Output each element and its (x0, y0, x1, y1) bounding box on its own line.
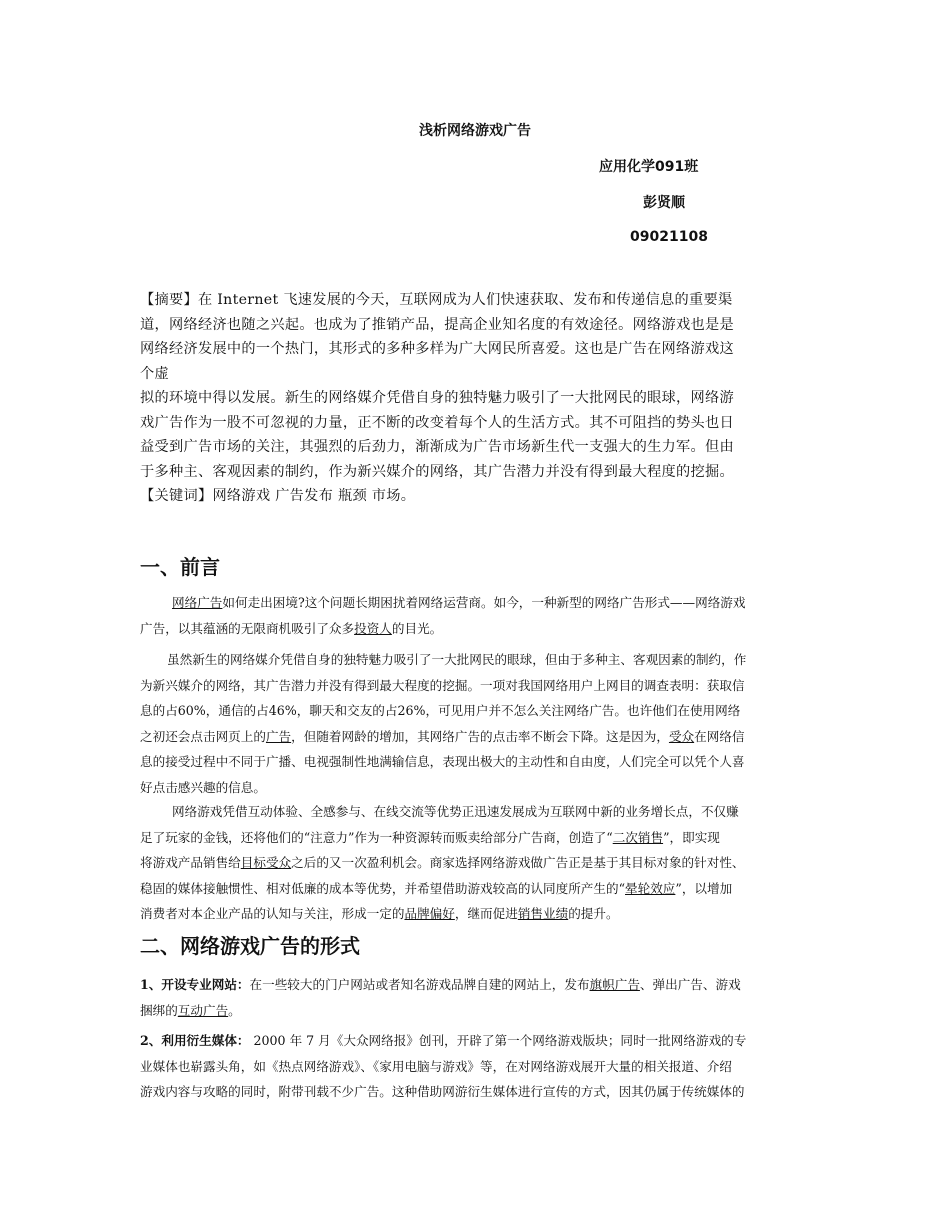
link-secondary-sales[interactable]: 二次销售 (612, 829, 664, 845)
link-banner-ads[interactable]: 旗帜广告 (589, 977, 640, 992)
abstract-line: 拟的环境中得以发展。新生的网络媒介凭借自身的独特魅力吸引了一大批网民的眼球，网络游 (140, 390, 734, 406)
section-heading-forms: 二、网络游戏广告的形式 (140, 934, 360, 958)
link-online-ads[interactable]: 网络广告 (172, 595, 223, 610)
forms-item-1: 1、开设专业网站：在一些较大的门户网站或者知名游戏品牌自建的网站上，发布旗帜广告、弹出广告、游戏 捆绑的互动广告。 (140, 977, 741, 1018)
abstract-line: 戏广告作为一股不可忽视的力量，正不断的改变着每个人的生活方式。其不可阻挡的势头也日 (140, 414, 734, 431)
document-title: 浅析网络游戏广告 (419, 123, 531, 139)
link-investors[interactable]: 投资人 (354, 620, 392, 636)
section-heading-preface: 一、前言 (140, 555, 220, 579)
keywords-line: 【关键词】网络游戏 广告发布 瓶颈 市场。 (140, 488, 416, 504)
class-name: 应用化学091班 (599, 159, 699, 175)
forms-item-2: 2、利用衍生媒体： 2000 年 7 月《大众网络报》创刊，开辟了第一个网络游戏版块；同时一批网络游戏的专 业媒体也崭露头角，如《热点网络游戏》、《家用电脑与游戏》等，在对网络游戏展开大量的相关报道、介绍 游戏内容与攻略的同时，附带刊载不少广告。这种借助网游衍生媒体进行宣传的方式，因其仍属于传统媒体的 (140, 1033, 747, 1100)
link-brand-preference[interactable]: 品牌偏好 (404, 906, 455, 922)
abstract-line: 益受到广告市场的关注，其强烈的后劲力，渐渐成为广告市场新生代一支强大的生力军。但由 (140, 439, 734, 455)
link-ads[interactable]: 广告 (265, 728, 292, 744)
item-label: 2、利用衍生媒体： (140, 1033, 250, 1048)
abstract-block (140, 288, 810, 509)
preface-paragraph-1: 网络广告如何走出困境?这个问题长期困扰着网络运营商。如今，一种新型的网络广告形式——网络游戏 广告，以其蕴涵的无限商机吸引了众多投资人的目光。 (140, 595, 746, 636)
abstract-line: 道，网络经济也随之兴起。也成为了推销产品，提高企业知名度的有效途径。网络游戏也是是 (140, 316, 734, 333)
abstract-line: 个虚 (140, 365, 169, 382)
link-halo-effect[interactable]: 晕轮效应 (625, 880, 676, 896)
item-label: 1、开设专业网站： (140, 977, 250, 992)
abstract-line: 于多种主、客观因素的制约，作为新兴媒介的网络，其广告潜力并没有得到最大程度的挖掘。 (140, 463, 734, 480)
link-interactive-ads[interactable]: 互动广告 (177, 1002, 229, 1018)
link-target-audience[interactable]: 目标受众 (240, 855, 292, 871)
author-name: 彭贤顺 (643, 195, 685, 211)
student-id: 09021108 (630, 229, 708, 245)
link-sales-performance[interactable]: 销售业绩 (517, 906, 569, 922)
preface-paragraph-3: 网络游戏凭借互动体验、全感参与、在线交流等优势正迅速发展成为互联网中新的业务增长点，不仅赚 足了玩家的金钱，还将他们的“注意力”作为一种资源转而贩卖给部分广告商，创造了“二次销售”，即实现 将游戏产品销售给目标受众之后的又一次盈利机会。商家选择网络游戏做广告正是基于其目标对象的针对性、 稳固的媒体接触惯性、相对低廉的成本等优势，并希望借助游戏较高的认同度所产生的“晕轮效应”，以增加 消费者对本企业产品的认知与关注，形成一定的品牌偏好，继而促进销售业绩的提升。 (140, 804, 745, 922)
preface-paragraph-2: 虽然新生的网络媒介凭借自身的独特魅力吸引了一大批网民的眼球，但由于多种主、客观因素的制约，作 为新兴媒介的网络，其广告潜力并没有得到最大程度的挖掘。一项对我国网络用户上网目的调查表明：获取信 息的占60%，通信的占46%，聊天和交友的占26%，可见用户并不怎么关注网络广告。也许他们在使用网络 之初还会点击网页上的广告，但随着网龄的增加，其网络广告的点击率不断会下降。这是因为，受众在网络信 息的接受过程中不同于广播、电视强制性地满输信息，表现出极大的主动性和自由度，人们完全可以凭个人喜 好点击感兴趣的信息。 (140, 652, 747, 795)
abstract-line: 【摘要】在 Internet 飞速发展的今天，互联网成为人们快速获取、发布和传递信息的重要渠 (140, 292, 733, 308)
link-audience[interactable]: 受众 (668, 728, 695, 744)
abstract-line: 网络经济发展中的一个热门，其形式的多种多样为广大网民所喜爱。这也是广告在网络游戏这 (140, 341, 734, 357)
